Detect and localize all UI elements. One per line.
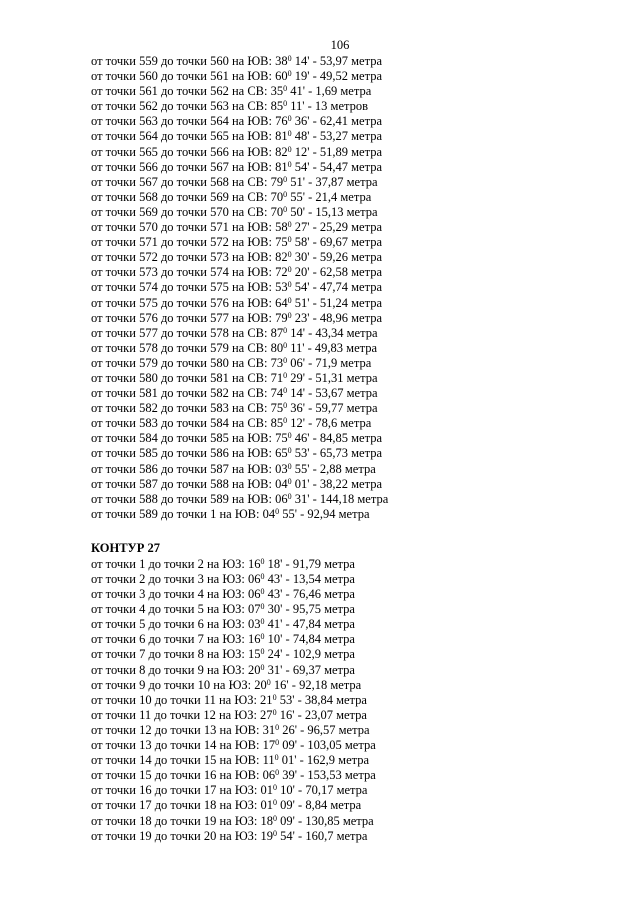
segment-text-rest: 31' - 144,18 метра <box>291 491 389 506</box>
segment-text-rest: 50' - 15,13 метра <box>287 204 378 219</box>
segment-text-rest: 55' - 21,4 метра <box>287 189 372 204</box>
segment-text: от точки 13 до точки 14 на ЮВ: 17 <box>91 738 276 753</box>
segment-line <box>91 265 620 280</box>
segment-text: от точки 6 до точки 7 на ЮЗ: 16 <box>91 632 261 647</box>
degree-superscript: 0 <box>275 768 280 778</box>
segment-text-rest: 51' - 51,24 метра <box>291 295 383 310</box>
segment-text-rest: 01' - 162,9 метра <box>278 753 370 768</box>
segment-line <box>91 602 620 617</box>
segment-text: от точки 17 до точки 18 на ЮЗ: 01 <box>91 798 274 813</box>
segment-line <box>91 250 620 265</box>
degree-superscript: 0 <box>273 783 278 793</box>
segment-text: от точки 583 до точки 584 на СВ: 85 <box>91 416 284 431</box>
segment-text-rest: 48' - 53,27 метра <box>291 129 383 144</box>
segment-text-rest: 31' - 69,37 метра <box>264 662 355 677</box>
segment-text-rest: 29' - 51,31 метра <box>287 370 378 385</box>
degree-superscript: 0 <box>287 129 292 139</box>
degree-superscript: 0 <box>275 506 280 516</box>
segment-text-rest: 43' - 13,54 метра <box>264 572 355 586</box>
degree-superscript: 0 <box>275 738 280 748</box>
degree-superscript: 0 <box>283 340 288 350</box>
segment-text-rest: 11' - 49,83 метра <box>287 340 378 355</box>
degree-superscript: 0 <box>283 325 288 335</box>
segment-line <box>91 693 620 708</box>
segment-line <box>91 235 620 250</box>
segment-text: от точки 15 до точки 16 на ЮВ: 06 <box>91 768 276 783</box>
document-body <box>91 54 620 844</box>
degree-superscript: 0 <box>260 556 265 566</box>
segment-line <box>91 205 620 220</box>
degree-superscript: 0 <box>287 431 292 441</box>
segment-line <box>91 280 620 295</box>
degree-superscript: 0 <box>287 114 292 124</box>
segment-text: от точки 579 до точки 580 на СВ: 73 <box>91 355 284 370</box>
segment-line <box>91 587 620 602</box>
degree-superscript: 0 <box>287 159 292 169</box>
segment-text-rest: 27' - 25,29 метра <box>291 220 383 235</box>
degree-superscript: 0 <box>272 707 277 717</box>
segment-line <box>91 617 620 632</box>
segment-line <box>91 678 620 693</box>
segment-text: от точки 572 до точки 573 на ЮВ: 82 <box>91 250 288 265</box>
segment-line <box>91 798 620 813</box>
segment-line <box>91 477 620 492</box>
degree-superscript: 0 <box>260 587 265 597</box>
segment-line <box>91 829 620 844</box>
degree-superscript: 0 <box>273 828 278 838</box>
degree-superscript: 0 <box>260 602 265 612</box>
degree-superscript: 0 <box>260 632 265 642</box>
segment-text: от точки 14 до точки 15 на ЮВ: 11 <box>91 753 275 768</box>
degree-superscript: 0 <box>273 798 278 808</box>
segment-text-rest: 14' - 53,67 метра <box>287 386 378 401</box>
segment-line <box>91 663 620 678</box>
segment-text: от точки 568 до точки 569 на СВ: 70 <box>91 189 284 204</box>
segment-text: от точки 569 до точки 570 на СВ: 70 <box>91 204 284 219</box>
segment-text-rest: 58' - 69,67 метра <box>291 235 383 250</box>
segment-text: от точки 561 до точки 562 на СВ: 35 <box>91 84 284 99</box>
segment-text-rest: 36' - 62,41 метра <box>291 114 383 129</box>
degree-superscript: 0 <box>287 491 292 501</box>
segment-text: от точки 566 до точки 567 на ЮВ: 81 <box>91 159 288 174</box>
segment-text-rest: 41' - 1,69 метра <box>287 84 372 99</box>
degree-superscript: 0 <box>260 662 265 672</box>
segment-text-rest: 20' - 62,58 метра <box>291 265 383 280</box>
segment-line <box>91 190 620 205</box>
segment-line <box>91 356 620 371</box>
segment-line <box>91 632 620 647</box>
segment-line <box>91 557 620 572</box>
degree-superscript: 0 <box>287 310 292 320</box>
segment-line <box>91 647 620 662</box>
segment-line <box>91 507 620 522</box>
segment-line <box>91 446 620 461</box>
degree-superscript: 0 <box>283 204 288 214</box>
segment-line <box>91 114 620 129</box>
degree-superscript: 0 <box>287 295 292 305</box>
segment-line <box>91 129 620 144</box>
segment-text-rest: 18' - 91,79 метра <box>264 556 355 571</box>
contour-segment-list <box>91 54 620 522</box>
segment-text: от точки 571 до точки 572 на ЮВ: 75 <box>91 235 288 250</box>
segment-line <box>91 572 620 587</box>
segment-text-rest: 19' - 49,52 метра <box>291 69 383 84</box>
degree-superscript: 0 <box>283 416 288 426</box>
segment-text-rest: 23' - 48,96 метра <box>291 310 383 325</box>
degree-superscript: 0 <box>287 461 292 471</box>
segment-line <box>91 753 620 768</box>
degree-superscript: 0 <box>287 250 292 260</box>
segment-text-rest: 12' - 51,89 метра <box>291 144 383 159</box>
segment-text-rest: 55' - 2,88 метра <box>291 461 376 476</box>
segment-text: от точки 19 до точки 20 на ЮЗ: 19 <box>91 828 274 843</box>
segment-text: от точки 5 до точки 6 на ЮЗ: 03 <box>91 617 261 632</box>
segment-text: от точки 562 до точки 563 на СВ: 85 <box>91 99 284 114</box>
segment-text: от точки 576 до точки 577 на ЮВ: 79 <box>91 310 288 325</box>
segment-line <box>91 386 620 401</box>
degree-superscript: 0 <box>272 692 277 702</box>
segment-text: от точки 16 до точки 17 на ЮЗ: 01 <box>91 783 274 798</box>
segment-line <box>91 175 620 190</box>
segment-line <box>91 401 620 416</box>
segment-text-rest: 51' - 37,87 метра <box>287 174 378 189</box>
segment-text: от точки 587 до точки 588 на ЮВ: 04 <box>91 476 288 491</box>
segment-text: от точки 560 до точки 561 на ЮВ: 60 <box>91 69 288 84</box>
segment-line <box>91 768 620 783</box>
degree-superscript: 0 <box>283 99 288 109</box>
segment-text: от точки 8 до точки 9 на ЮЗ: 20 <box>91 662 261 677</box>
segment-line <box>91 145 620 160</box>
segment-line <box>91 416 620 431</box>
segment-text: от точки 574 до точки 575 на ЮВ: 53 <box>91 280 288 295</box>
contour-heading: КОНТУР 27 <box>91 540 160 555</box>
segment-text-rest: 16' - 23,07 метра <box>276 707 367 722</box>
segment-text: от точки 585 до точки 586 на ЮВ: 65 <box>91 446 288 461</box>
segment-text-rest: 10' - 74,84 метра <box>264 632 355 647</box>
segment-text: от точки 588 до точки 589 на ЮВ: 06 <box>91 491 288 506</box>
segment-line <box>91 69 620 84</box>
degree-superscript: 0 <box>287 144 292 154</box>
segment-text: от точки 578 до точки 579 на СВ: 80 <box>91 340 284 355</box>
segment-line <box>91 99 620 114</box>
segment-text: от точки 4 до точки 5 на ЮЗ: 07 <box>91 602 261 617</box>
segment-text-rest: 14' - 43,34 метра <box>287 325 378 340</box>
segment-text-rest: 14' - 53,97 метра <box>291 54 383 68</box>
segment-line <box>91 708 620 723</box>
segment-text: от точки 7 до точки 8 на ЮЗ: 15 <box>91 647 261 662</box>
segment-line <box>91 723 620 738</box>
segment-line <box>91 738 620 753</box>
degree-superscript: 0 <box>274 753 279 763</box>
segment-text-rest: 24' - 102,9 метра <box>264 647 355 662</box>
segment-text-rest: 55' - 92,94 метра <box>279 506 370 521</box>
degree-superscript: 0 <box>287 220 292 230</box>
degree-superscript: 0 <box>283 189 288 199</box>
page-number: 106 <box>330 38 350 52</box>
degree-superscript: 0 <box>260 617 265 627</box>
segment-text-rest: 16' - 92,18 метра <box>270 677 362 692</box>
degree-superscript: 0 <box>287 280 292 290</box>
segment-line <box>91 371 620 386</box>
segment-text: от точки 582 до точки 583 на СВ: 75 <box>91 401 284 416</box>
segment-text: от точки 10 до точки 11 на ЮЗ: 21 <box>91 692 273 707</box>
segment-text: от точки 1 до точки 2 на ЮЗ: 16 <box>91 556 261 571</box>
segment-line <box>91 326 620 341</box>
segment-text-rest: 39' - 153,53 метра <box>279 768 376 783</box>
segment-line <box>91 311 620 326</box>
segment-text-rest: 06' - 71,9 метра <box>287 355 372 370</box>
segment-text: от точки 2 до точки 3 на ЮЗ: 06 <box>91 572 261 586</box>
segment-text-rest: 41' - 47,84 метра <box>264 617 355 632</box>
segment-line <box>91 296 620 311</box>
segment-text-rest: 26' - 96,57 метра <box>279 722 370 737</box>
degree-superscript: 0 <box>287 54 292 63</box>
segment-text: от точки 577 до точки 578 на СВ: 87 <box>91 325 284 340</box>
segment-text-rest: 36' - 59,77 метра <box>287 401 378 416</box>
segment-text: от точки 581 до точки 582 на СВ: 74 <box>91 386 284 401</box>
segment-text-rest: 53' - 65,73 метра <box>291 446 383 461</box>
degree-superscript: 0 <box>273 813 278 823</box>
degree-superscript: 0 <box>287 446 292 456</box>
degree-superscript: 0 <box>283 386 288 396</box>
segment-text-rest: 54' - 160,7 метра <box>277 828 368 843</box>
segment-text-rest: 01' - 38,22 метра <box>291 476 383 491</box>
segment-text: от точки 570 до точки 571 на ЮВ: 58 <box>91 220 288 235</box>
segment-text-rest: 09' - 8,84 метра <box>277 798 362 813</box>
segment-text-rest: 30' - 95,75 метра <box>264 602 355 617</box>
segment-text: от точки 589 до точки 1 на ЮВ: 04 <box>91 506 276 521</box>
degree-superscript: 0 <box>287 265 292 275</box>
degree-superscript: 0 <box>283 355 288 365</box>
segment-line <box>91 783 620 798</box>
segment-text-rest: 09' - 130,85 метра <box>277 813 374 828</box>
segment-text: от точки 9 до точки 10 на ЮЗ: 20 <box>91 677 267 692</box>
segment-text: от точки 584 до точки 585 на ЮВ: 75 <box>91 431 288 446</box>
segment-line <box>91 160 620 175</box>
segment-text: от точки 575 до точки 576 на ЮВ: 64 <box>91 295 288 310</box>
segment-text-rest: 54' - 47,74 метра <box>291 280 383 295</box>
degree-superscript: 0 <box>287 476 292 486</box>
degree-superscript: 0 <box>275 722 280 732</box>
segment-line <box>91 462 620 477</box>
degree-superscript: 0 <box>260 647 265 657</box>
segment-text: от точки 567 до точки 568 на СВ: 79 <box>91 174 284 189</box>
segment-line <box>91 84 620 99</box>
degree-superscript: 0 <box>287 235 292 245</box>
degree-superscript: 0 <box>283 401 288 411</box>
segment-text-rest: 10' - 70,17 метра <box>277 783 368 798</box>
segment-text: от точки 586 до точки 587 на ЮВ: 03 <box>91 461 288 476</box>
segment-line <box>91 220 620 235</box>
segment-text: от точки 565 до точки 566 на ЮВ: 82 <box>91 144 288 159</box>
segment-text: от точки 18 до точки 19 на ЮЗ: 18 <box>91 813 274 828</box>
segment-text: от точки 3 до точки 4 на ЮЗ: 06 <box>91 587 261 602</box>
segment-text: от точки 12 до точки 13 на ЮВ: 31 <box>91 722 276 737</box>
degree-superscript: 0 <box>283 370 288 380</box>
contour-27-segment-list <box>91 557 620 844</box>
degree-superscript: 0 <box>287 69 292 79</box>
segment-text: от точки 11 до точки 12 на ЮЗ: 27 <box>91 707 273 722</box>
segment-text: от точки 580 до точки 581 на СВ: 71 <box>91 370 284 385</box>
segment-line <box>91 341 620 356</box>
segment-text-rest: 12' - 78,6 метра <box>287 416 372 431</box>
segment-line <box>91 431 620 446</box>
degree-superscript: 0 <box>260 572 265 581</box>
degree-superscript: 0 <box>283 174 288 184</box>
segment-line <box>91 54 620 69</box>
segment-text-rest: 09' - 103,05 метра <box>279 738 376 753</box>
segment-text: от точки 559 до точки 560 на ЮВ: 38 <box>91 54 288 68</box>
degree-superscript: 0 <box>266 677 271 687</box>
segment-text: от точки 573 до точки 574 на ЮВ: 72 <box>91 265 288 280</box>
segment-line <box>91 814 620 829</box>
segment-text-rest: 53' - 38,84 метра <box>276 692 367 707</box>
segment-text-rest: 11' - 13 метров <box>287 99 369 114</box>
segment-text: от точки 563 до точки 564 на ЮВ: 76 <box>91 114 288 129</box>
segment-text-rest: 46' - 84,85 метра <box>291 431 383 446</box>
section-gap <box>91 522 620 540</box>
degree-superscript: 0 <box>283 84 288 94</box>
segment-line <box>91 492 620 507</box>
segment-text-rest: 43' - 76,46 метра <box>264 587 355 602</box>
segment-text-rest: 54' - 54,47 метра <box>291 159 383 174</box>
segment-text-rest: 30' - 59,26 метра <box>291 250 383 265</box>
segment-text: от точки 564 до точки 565 на ЮВ: 81 <box>91 129 288 144</box>
